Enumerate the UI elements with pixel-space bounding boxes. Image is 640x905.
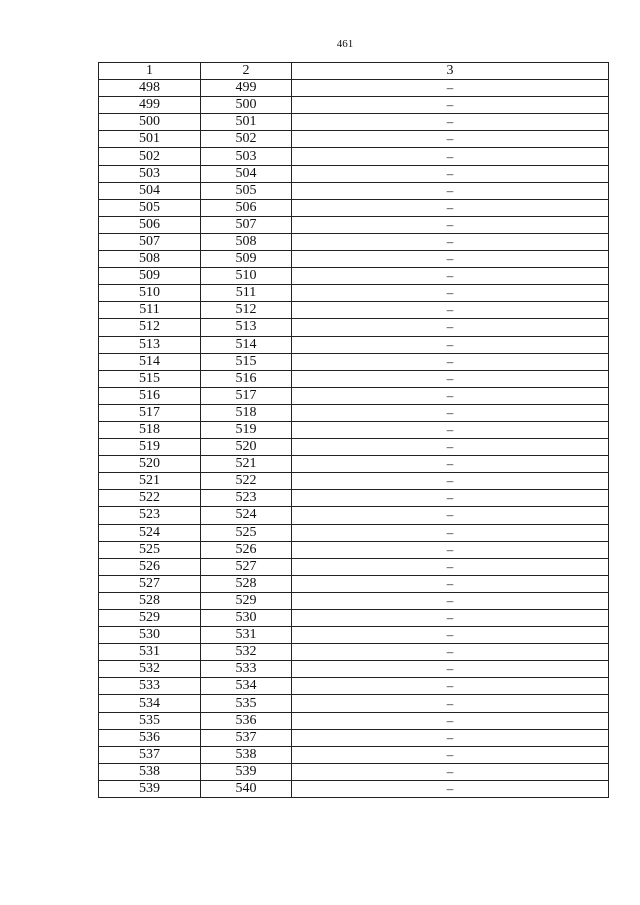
table-cell-col2: 536 (201, 712, 292, 729)
table-cell-col1: 524 (99, 524, 201, 541)
table-cell-col3: – (292, 182, 609, 199)
column-header-3: 3 (292, 63, 609, 80)
table-cell-col3: – (292, 268, 609, 285)
table-cell-col1: 533 (99, 678, 201, 695)
table-cell-col2: 538 (201, 746, 292, 763)
table-cell-col2: 511 (201, 285, 292, 302)
table-row (99, 387, 609, 404)
table-cell-col2: 500 (201, 97, 292, 114)
table-cell-col2: 530 (201, 610, 292, 627)
table-cell-col2: 539 (201, 763, 292, 780)
table-cell-col1: 501 (99, 131, 201, 148)
table-cell-col3: – (292, 456, 609, 473)
table-cell-col2: 516 (201, 370, 292, 387)
table-cell-col3: – (292, 421, 609, 438)
table-cell-col3: – (292, 148, 609, 165)
table-cell-col1: 498 (99, 80, 201, 97)
table-cell-col3: – (292, 319, 609, 336)
table-cell-col1: 537 (99, 746, 201, 763)
table-row (99, 131, 609, 148)
table-cell-col2: 534 (201, 678, 292, 695)
table-cell-col1: 523 (99, 507, 201, 524)
table-row (99, 763, 609, 780)
table-cell-col1: 527 (99, 575, 201, 592)
table-cell-col2: 537 (201, 729, 292, 746)
table-cell-col2: 515 (201, 353, 292, 370)
table-cell-col3: – (292, 302, 609, 319)
table-cell-col1: 517 (99, 404, 201, 421)
table-row (99, 729, 609, 746)
table-cell-col1: 512 (99, 319, 201, 336)
table-cell-col3: – (292, 541, 609, 558)
table-cell-col1: 511 (99, 302, 201, 319)
table-header (99, 63, 609, 80)
table-row (99, 473, 609, 490)
table-cell-col3: – (292, 712, 609, 729)
table-cell-col1: 510 (99, 285, 201, 302)
table-row (99, 370, 609, 387)
table-cell-col1: 526 (99, 558, 201, 575)
table-row (99, 610, 609, 627)
table-row (99, 182, 609, 199)
table-row (99, 558, 609, 575)
table-cell-col3: – (292, 780, 609, 797)
table-row (99, 353, 609, 370)
table-row (99, 114, 609, 131)
table-row (99, 251, 609, 268)
table-cell-col3: – (292, 644, 609, 661)
table-cell-col1: 539 (99, 780, 201, 797)
table-cell-col2: 513 (201, 319, 292, 336)
table-cell-col1: 506 (99, 216, 201, 233)
column-header-2: 2 (201, 63, 292, 80)
table-cell-col2: 522 (201, 473, 292, 490)
table-row (99, 507, 609, 524)
table-cell-col1: 504 (99, 182, 201, 199)
table-cell-col3: – (292, 473, 609, 490)
table-cell-col1: 515 (99, 370, 201, 387)
table-row (99, 644, 609, 661)
data-table (98, 62, 609, 798)
table-cell-col3: – (292, 80, 609, 97)
table-cell-col3: – (292, 439, 609, 456)
table-cell-col3: – (292, 678, 609, 695)
table-cell-col2: 527 (201, 558, 292, 575)
table-cell-col3: – (292, 490, 609, 507)
page-number: 461 (336, 38, 354, 50)
table-cell-col1: 520 (99, 456, 201, 473)
table-cell-col3: – (292, 746, 609, 763)
table-cell-col2: 532 (201, 644, 292, 661)
table-cell-col2: 499 (201, 80, 292, 97)
table-cell-col2: 540 (201, 780, 292, 797)
table-cell-col1: 508 (99, 251, 201, 268)
table-cell-col3: – (292, 387, 609, 404)
table-cell-col1: 499 (99, 97, 201, 114)
table-cell-col3: – (292, 507, 609, 524)
table-cell-col3: – (292, 729, 609, 746)
table-cell-col3: – (292, 216, 609, 233)
table-cell-col1: 507 (99, 233, 201, 250)
table-cell-col3: – (292, 524, 609, 541)
table-cell-col2: 502 (201, 131, 292, 148)
table-cell-col3: – (292, 336, 609, 353)
table-row (99, 165, 609, 182)
table-cell-col1: 514 (99, 353, 201, 370)
column-header-1: 1 (99, 63, 201, 80)
table-cell-col2: 531 (201, 627, 292, 644)
table-cell-col1: 536 (99, 729, 201, 746)
table-body (99, 80, 609, 798)
table-cell-col1: 516 (99, 387, 201, 404)
table-cell-col1: 519 (99, 439, 201, 456)
table-row (99, 148, 609, 165)
table-cell-col1: 521 (99, 473, 201, 490)
table-row (99, 336, 609, 353)
table-cell-col2: 504 (201, 165, 292, 182)
table-cell-col2: 529 (201, 592, 292, 609)
table-cell-col3: – (292, 575, 609, 592)
table-row (99, 627, 609, 644)
table-row (99, 233, 609, 250)
table-cell-col2: 508 (201, 233, 292, 250)
table-cell-col1: 513 (99, 336, 201, 353)
table-cell-col3: – (292, 285, 609, 302)
table-row (99, 575, 609, 592)
table-cell-col2: 503 (201, 148, 292, 165)
table-cell-col2: 526 (201, 541, 292, 558)
table-cell-col3: – (292, 661, 609, 678)
table-cell-col1: 529 (99, 610, 201, 627)
table-cell-col2: 523 (201, 490, 292, 507)
table-cell-col2: 519 (201, 421, 292, 438)
table-cell-col1: 500 (99, 114, 201, 131)
table-cell-col2: 535 (201, 695, 292, 712)
table-cell-col3: – (292, 165, 609, 182)
table-row (99, 592, 609, 609)
table-row (99, 661, 609, 678)
table-cell-col1: 522 (99, 490, 201, 507)
table-cell-col2: 533 (201, 661, 292, 678)
table-row (99, 404, 609, 421)
table-cell-col3: – (292, 114, 609, 131)
table-row (99, 268, 609, 285)
table-row (99, 97, 609, 114)
table-row (99, 456, 609, 473)
table-cell-col2: 507 (201, 216, 292, 233)
table-row (99, 80, 609, 97)
header-row (99, 63, 609, 80)
table-row (99, 780, 609, 797)
table-cell-col3: – (292, 627, 609, 644)
table-cell-col2: 512 (201, 302, 292, 319)
table-cell-col2: 525 (201, 524, 292, 541)
table-cell-col2: 528 (201, 575, 292, 592)
table-cell-col2: 518 (201, 404, 292, 421)
table-row (99, 712, 609, 729)
table-cell-col3: – (292, 97, 609, 114)
table-cell-col2: 505 (201, 182, 292, 199)
table-cell-col2: 524 (201, 507, 292, 524)
table-row (99, 439, 609, 456)
table-cell-col3: – (292, 131, 609, 148)
table-cell-col1: 502 (99, 148, 201, 165)
table-cell-col3: – (292, 695, 609, 712)
table-cell-col2: 521 (201, 456, 292, 473)
table-cell-col1: 528 (99, 592, 201, 609)
table-cell-col2: 520 (201, 439, 292, 456)
table-row (99, 746, 609, 763)
table-cell-col3: – (292, 592, 609, 609)
table-cell-col1: 531 (99, 644, 201, 661)
table-cell-col3: – (292, 251, 609, 268)
table-cell-col3: – (292, 610, 609, 627)
table-cell-col3: – (292, 353, 609, 370)
table-cell-col1: 509 (99, 268, 201, 285)
table-cell-col3: – (292, 763, 609, 780)
table-cell-col3: – (292, 370, 609, 387)
table-row (99, 421, 609, 438)
table-cell-col1: 530 (99, 627, 201, 644)
table-cell-col1: 505 (99, 199, 201, 216)
table-row (99, 216, 609, 233)
table-cell-col1: 538 (99, 763, 201, 780)
table-row (99, 285, 609, 302)
table-cell-col2: 517 (201, 387, 292, 404)
table-cell-col1: 525 (99, 541, 201, 558)
table-cell-col3: – (292, 233, 609, 250)
table-cell-col3: – (292, 404, 609, 421)
table-cell-col2: 506 (201, 199, 292, 216)
table-row (99, 319, 609, 336)
table-row (99, 541, 609, 558)
table-cell-col2: 501 (201, 114, 292, 131)
table-row (99, 199, 609, 216)
table-row (99, 490, 609, 507)
table-row (99, 695, 609, 712)
table-cell-col1: 518 (99, 421, 201, 438)
table-cell-col2: 510 (201, 268, 292, 285)
table-row (99, 302, 609, 319)
table-cell-col1: 532 (99, 661, 201, 678)
table-cell-col2: 509 (201, 251, 292, 268)
table-cell-col1: 503 (99, 165, 201, 182)
table-row (99, 678, 609, 695)
table-cell-col3: – (292, 558, 609, 575)
table-cell-col2: 514 (201, 336, 292, 353)
table-cell-col1: 535 (99, 712, 201, 729)
table-cell-col3: – (292, 199, 609, 216)
table-cell-col1: 534 (99, 695, 201, 712)
table-row (99, 524, 609, 541)
